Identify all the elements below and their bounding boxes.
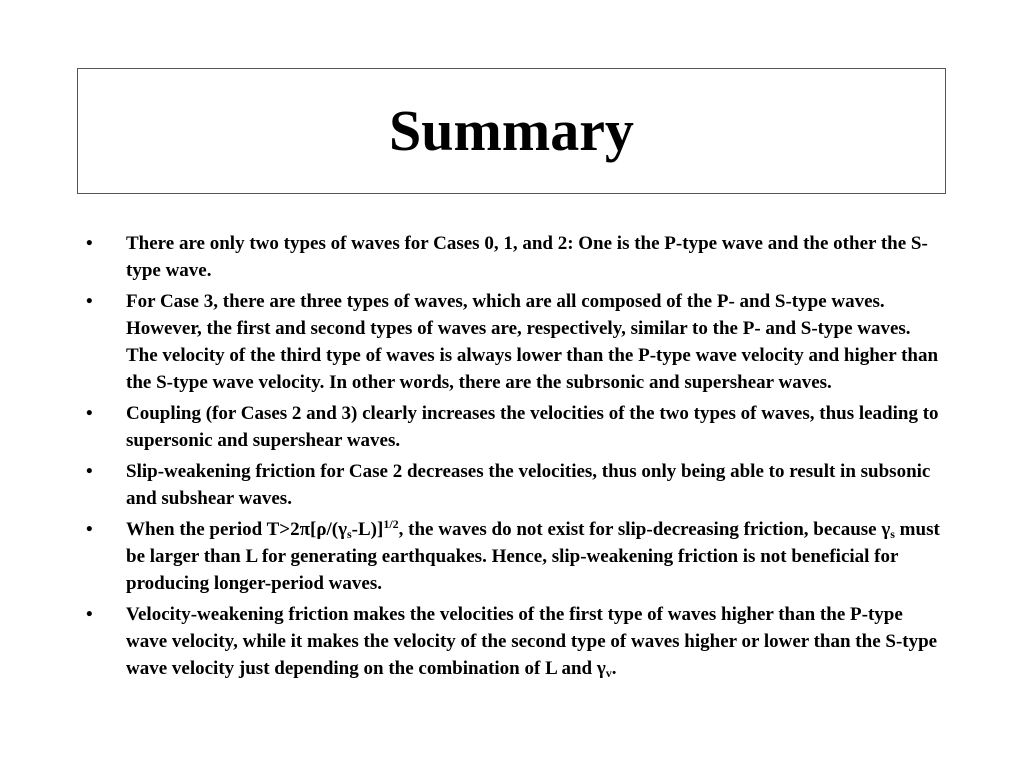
bullet-text-part: -L)] xyxy=(351,519,384,540)
bullet-text xyxy=(126,604,937,679)
bullet-icon: • xyxy=(86,403,93,424)
bullet-text: Coupling (for Cases 2 and 3) clearly increases the velocities of the two types of waves, thus leading to supersonic and supershear waves. xyxy=(126,403,939,451)
bullet-icon: • xyxy=(86,233,93,254)
bullet-text-part: When the period T>2π[ρ/(γ xyxy=(126,519,347,540)
bullet-icon: • xyxy=(86,461,93,482)
bullet-item xyxy=(86,516,942,597)
bullet-text: There are only two types of waves for Cases 0, 1, and 2: One is the P-type wave and the other the S-type wave. xyxy=(126,233,928,281)
bullet-text-part: Velocity-weakening friction makes the velocities of the first type of waves higher than the P-type wave velocity, while it makes the velocity of the second type of waves higher or lower than the S-type wave velocity just depending on the combination of L and γ xyxy=(126,604,938,679)
bullet-item xyxy=(86,458,942,512)
bullet-icon: • xyxy=(86,519,93,540)
bullet-text: For Case 3, there are three types of waves, which are all composed of the P- and S-type waves. However, the first and second types of waves are, respectively, similar to the P- and S-type waves. The velocity of the third type of waves is always lower than the P-type wave velocity and higher than the S-type wave velocity. In other words, there are the subrsonic and supershear waves. xyxy=(126,291,939,393)
bullet-item xyxy=(86,601,942,682)
subscript: v xyxy=(605,666,612,680)
bullet-item xyxy=(86,288,942,396)
bullet-text-part: . xyxy=(611,658,617,679)
subscript: s xyxy=(346,527,352,541)
bullet-text-part: must be larger than L for generating earthquakes. Hence, slip-weakening friction is not beneficial for producing longer-period waves. xyxy=(126,519,940,594)
bullet-icon: • xyxy=(86,604,93,625)
superscript: 1/2 xyxy=(383,517,399,531)
title-box xyxy=(77,68,946,194)
bullet-text-part: , the waves do not exist for slip-decreasing friction, because γ xyxy=(398,519,891,540)
page-title: Summary xyxy=(389,98,634,163)
bullet-text xyxy=(126,519,940,594)
bullet-text: Slip-weakening friction for Case 2 decreases the velocities, thus only being able to result in subsonic and subshear waves. xyxy=(126,461,931,509)
bullet-list xyxy=(86,230,942,686)
subscript: s xyxy=(890,527,895,541)
bullet-icon: • xyxy=(86,291,93,312)
bullet-item xyxy=(86,230,942,284)
bullet-item xyxy=(86,400,942,454)
